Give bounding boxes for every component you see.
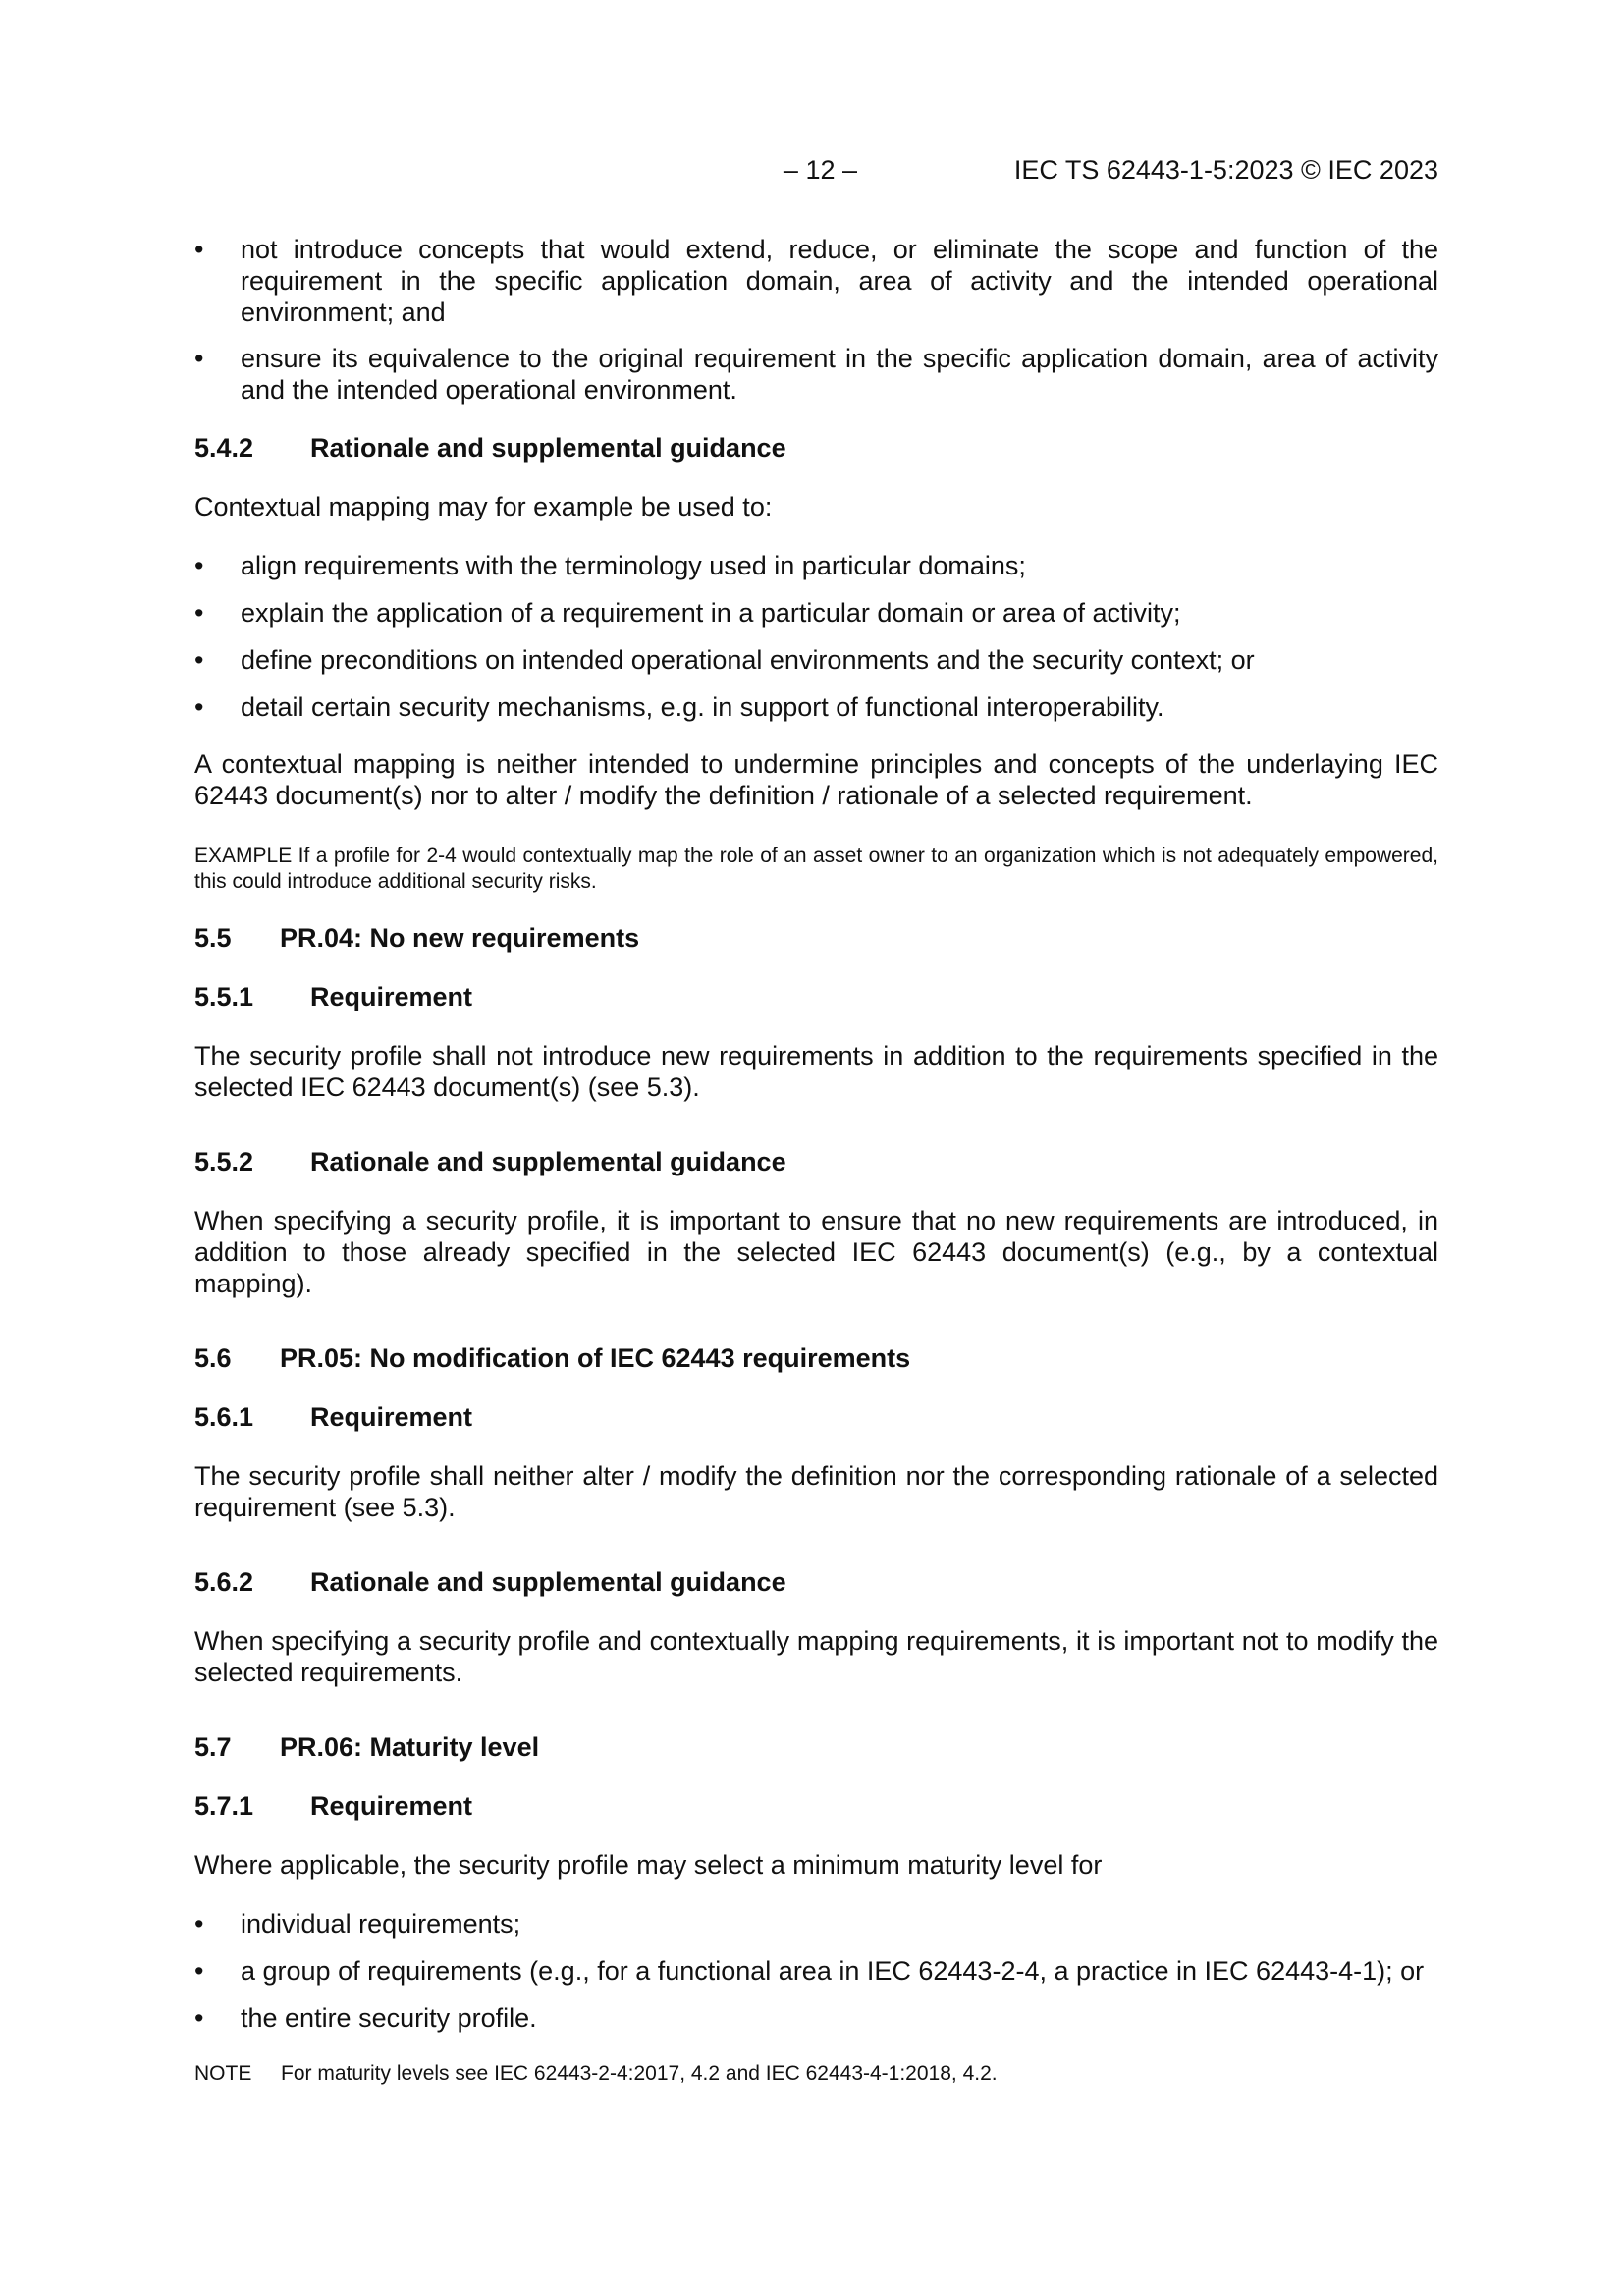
list-item: • detail certain security mechanisms, e.g. in support of functional interoperability. (194, 691, 1438, 723)
list-item: • ensure its equivalence to the original requirement in the specific application domain, area of activity and the intended operational environment. (194, 343, 1438, 406)
section-heading-5-5-1: 5.5.1 Requirement (194, 982, 473, 1011)
paragraph: The security profile shall neither alter / modify the definition nor the corresponding rationale of a selected requirement (see 5.3). (194, 1461, 1438, 1522)
note-label: NOTE (194, 2062, 252, 2085)
section-heading-5-7-1: 5.7.1 Requirement (194, 1791, 473, 1821)
page-header (783, 155, 1438, 186)
section-heading-5-6-2: 5.6.2 Rationale and supplemental guidance (194, 1567, 786, 1597)
list-item: • explain the application of a requirement in a particular domain or area of activity; (194, 597, 1438, 629)
document-identifier: IEC TS 62443-1-5:2023 © IEC 2023 (1013, 155, 1438, 185)
paragraph: When specifying a security profile, it is important to ensure that no new requirements are introduced, in addition to those already specified in the selected IEC 62443 document(s) (e.g., by a contextual mapping). (194, 1206, 1438, 1298)
paragraph: A contextual mapping is neither intended to undermine principles and concepts of the underlaying IEC 62443 document(s) nor to alter / modify the definition / rationale of a selected requirement. (194, 749, 1438, 810)
section-heading-5-5-2: 5.5.2 Rationale and supplemental guidance (194, 1147, 786, 1176)
page-body (194, 234, 1438, 2087)
section-heading-5-4-2: 5.4.2 Rationale and supplemental guidance (194, 433, 786, 463)
list-item: • not introduce concepts that would extend, reduce, or eliminate the scope and function of the requirement in the specific application domain, area of activity and the intended operational environment; and (194, 234, 1438, 328)
list-item: • a group of requirements (e.g., for a functional area in IEC 62443-2-4, a practice in IEC 62443-4-1); or (194, 1955, 1438, 1987)
paragraph: When specifying a security profile and contextually mapping requirements, it is important not to modify the selected requirements. (194, 1626, 1438, 1687)
section-heading-5-7: 5.7 PR.06: Maturity level (194, 1732, 540, 1762)
list-item: • align requirements with the terminology used in particular domains; (194, 550, 1438, 581)
page-number: – 12 – (783, 155, 857, 185)
section-heading-5-6: 5.6 PR.05: No modification of IEC 62443 requirements (194, 1343, 911, 1373)
section-heading-5-6-1: 5.6.1 Requirement (194, 1402, 473, 1432)
list-item: • define preconditions on intended operational environments and the security context; or (194, 644, 1438, 676)
list-item: • individual requirements; (194, 1908, 1438, 1940)
note-text: For maturity levels see IEC 62443-2-4:2017, 4.2 and IEC 62443-4-1:2018, 4.2. (281, 2062, 998, 2085)
note (194, 2061, 1438, 2087)
paragraph: The security profile shall not introduce new requirements in addition to the requirements specified in the selected IEC 62443 document(s) (see 5.3). (194, 1041, 1438, 1102)
paragraph: Where applicable, the security profile may select a minimum maturity level for (194, 1850, 1103, 1880)
paragraph: Contextual mapping may for example be used to: (194, 492, 773, 521)
example-text: EXAMPLE If a profile for 2-4 would contextually map the role of an asset owner to an organization which is not adequately empowered, this could introduce additional security risks. (194, 845, 1438, 893)
section-heading-5-5: 5.5 PR.04: No new requirements (194, 923, 640, 953)
list-item: • the entire security profile. (194, 2002, 1438, 2034)
